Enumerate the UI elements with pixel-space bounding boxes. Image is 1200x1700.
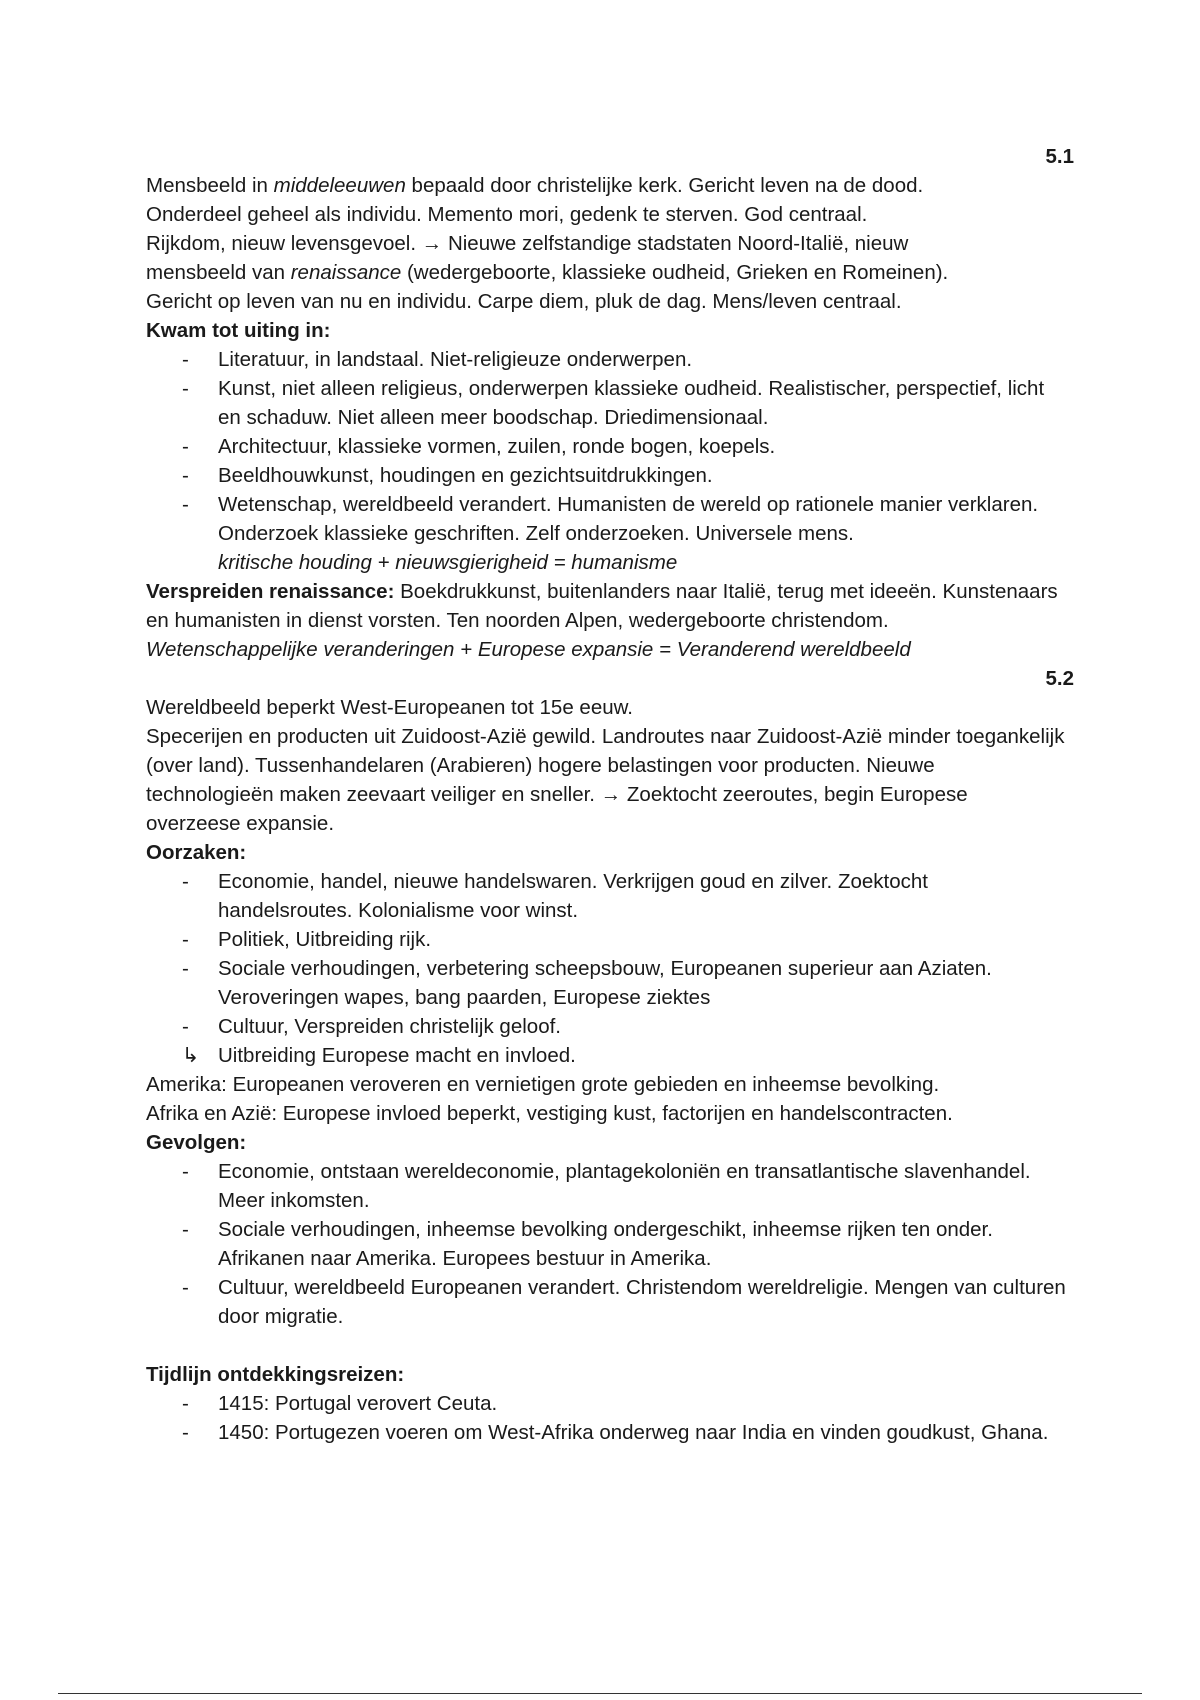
verspreiden-label: Verspreiden renaissance:	[146, 580, 395, 603]
list-item: - 1450: Portugezen voeren om West-Afrika onderweg naar India en vinden goudkust, Ghana.	[182, 1421, 1049, 1444]
sec52-intro-1: Wereldbeeld beperkt West-Europeanen tot 15e eeuw.	[146, 696, 634, 719]
list-item: - Sociale verhoudingen, verbetering scheepsbouw, Europeanen superieur aan Aziaten. Veroveringen wapes, bang paarden, Europese ziektes	[182, 957, 992, 1009]
list-item: - Sociale verhoudingen, inheemse bevolking ondergeschikt, inheemse rijken ten onder. Afrikanen naar Amerika. Europees bestuur in Amerika.	[182, 1218, 993, 1270]
list-item: - Architectuur, klassieke vormen, zuilen, ronde bogen, koepels.	[182, 435, 776, 458]
region-afrika-azie: Afrika en Azië: Europese invloed beperkt, vestiging kust, factorijen en handelscontracten.	[146, 1102, 953, 1125]
list-item: - Economie, handel, nieuwe handelswaren. Verkrijgen goud en zilver. Zoektocht handelsroutes. Kolonialisme voor winst.	[182, 870, 928, 922]
document-page	[146, 142, 1074, 1447]
intro-line-4: mensbeeld van renaissance (wedergeboorte, klassieke oudheid, Grieken en Romeinen).	[146, 261, 949, 284]
list-item: - Economie, ontstaan wereldeconomie, plantagekoloniën en transatlantische slavenhandel. Meer inkomsten.	[182, 1160, 1031, 1212]
list-item: - Literatuur, in landstaal. Niet-religieuze onderwerpen.	[182, 348, 693, 371]
intro-line-5: Gericht op leven van nu en individu. Carpe diem, pluk de dag. Mens/leven centraal.	[146, 290, 902, 313]
uiting-heading: Kwam tot uiting in:	[146, 319, 331, 342]
oorzaken-list	[146, 867, 1066, 1070]
list-item: ↳ Uitbreiding Europese macht en invloed.	[182, 1044, 576, 1067]
blank-line	[146, 1331, 1066, 1360]
intro-line-2: Onderdeel geheel als individu. Memento mori, gedenk te sterven. God centraal.	[146, 203, 868, 226]
humanisme-formula: kritische houding + nieuwsgierigheid = humanisme	[218, 551, 678, 574]
verspreiden-paragraph: Verspreiden renaissance: Boekdrukkunst, buitenlanders naar Italië, terug met ideeën. Kunstenaars en humanisten in dienst vorsten. Ten noorden Alpen, wedergeboorte christendom.	[146, 580, 1058, 632]
section-number-5-1: 5.1	[1045, 145, 1074, 168]
list-item: - Wetenschap, wereldbeeld verandert. Humanisten de wereld op rationele manier verklaren. Onderzoek klassieke geschriften. Zelf onderzoeken. Universele mens. kritische houding + nieuwsgierigheid = humanisme	[182, 493, 1039, 574]
bottom-divider	[58, 1693, 1142, 1694]
list-item: - Beeldhouwkunst, houdingen en gezichtsuitdrukkingen.	[182, 464, 713, 487]
intro-line-1: Mensbeeld in middeleeuwen bepaald door christelijke kerk. Gericht leven na de dood.	[146, 174, 924, 197]
oorzaken-heading: Oorzaken:	[146, 841, 247, 864]
intro-line-3: Rijkdom, nieuw levensgevoel. → Nieuwe zelfstandige stadstaten Noord-Italië, nieuw	[146, 232, 909, 255]
list-item: - Cultuur, Verspreiden christelijk geloof.	[182, 1015, 561, 1038]
sec52-intro-2: Specerijen en producten uit Zuidoost-Azië gewild. Landroutes naar Zuidoost-Azië minder toegankelijk (over land). Tussenhandelaren (Arabieren) hogere belastingen voor producten. Nieuwe technologieën maken zeevaart veiliger en sneller. → Zoektocht zeeroutes, begin Europese overzeese expansie.	[146, 725, 1065, 835]
list-item: - Cultuur, wereldbeeld Europeanen verandert. Christendom wereldreligie. Mengen van culturen door migratie.	[182, 1276, 1066, 1328]
region-amerika: Amerika: Europeanen veroveren en vernietigen grote gebieden en inheemse bevolking.	[146, 1073, 940, 1096]
gevolgen-heading: Gevolgen:	[146, 1131, 247, 1154]
tijdlijn-heading: Tijdlijn ontdekkingsreizen:	[146, 1363, 405, 1386]
list-item: - Kunst, niet alleen religieus, onderwerpen klassieke oudheid. Realistischer, perspectief, licht en schaduw. Niet alleen meer boodschap. Driedimensionaal.	[182, 377, 1045, 429]
gevolgen-list	[146, 1157, 1066, 1331]
section-number-5-2: 5.2	[1045, 667, 1074, 690]
list-item: - 1415: Portugal verovert Ceuta.	[182, 1392, 498, 1415]
list-item: - Politiek, Uitbreiding rijk.	[182, 928, 432, 951]
tijdlijn-list	[146, 1389, 1066, 1447]
summary-formula: Wetenschappelijke veranderingen + Europese expansie = Veranderend wereldbeeld	[146, 638, 911, 661]
uiting-list	[146, 345, 1066, 577]
